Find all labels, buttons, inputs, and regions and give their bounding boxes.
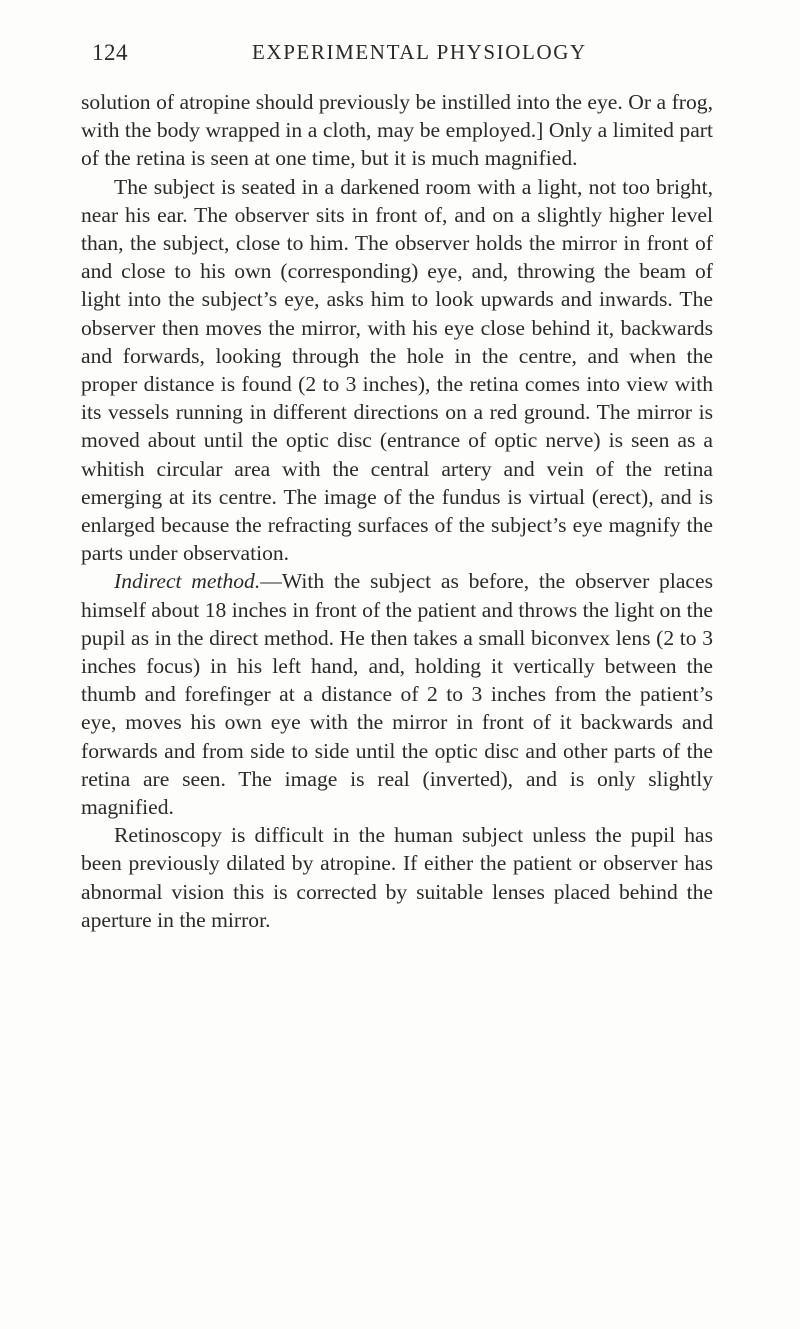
paragraph-indirect-method (81, 567, 713, 821)
body-text (81, 88, 713, 934)
indirect-method-heading: Indirect method. (114, 569, 261, 594)
paragraph-retinoscopy: Retinoscopy is difficult in the human subject unless the pupil has been previously dilated by atropine. If either the patient or observer has abnormal vision this is corrected by suitable lenses placed behind the aperture in the mirror. (81, 823, 713, 932)
page-number: 124 (92, 40, 128, 65)
running-head (92, 40, 714, 76)
running-title: EXPERIMENTAL PHYSIOLOGY (252, 40, 587, 64)
indirect-method-text: —With the subject as before, the observer places himself about 18 inches in front of the patient and throws the light on the pupil as in the direct method. He then takes a small biconvex lens (2 to 3 inches focus) in his left hand, and, holding it vertically between the thumb and forefinger at a distance of 2 to 3 inches from the patient’s eye, moves his own eye with the mirror in front of it backwards and forwards and from side to side until the optic disc and other parts of the retina are seen. The image is real (inverted), and is only slightly magnified. (81, 569, 713, 820)
paragraph-continuation: solution of atropine should previously be instilled into the eye. Or a frog, with the body wrapped in a cloth, may be employed.] Only a limited part of the retina is seen at one time, but it is much magnified. (81, 90, 713, 171)
paragraph-direct-method: The subject is seated in a darkened room with a light, not too bright, near his ear. The observer sits in front of, and on a slightly higher level than, the subject, close to him. The observer holds the mirror in front of and close to his own (corresponding) eye, and, throwing the beam of light into the subject’s eye, asks him to look upwards and inwards. The observer then moves the mirror, with his eye close behind it, backwards and forwards, looking through the hole in the centre, and when the proper distance is found (2 to 3 inches), the retina comes into view with its vessels running in different directions on a red ground. The mirror is moved about until the optic disc (entrance of optic nerve) is seen as a whitish circular area with the central artery and vein of the retina emerging at its centre. The image of the fundus is virtual (erect), and is enlarged because the refracting surfaces of the subject’s eye magnify the parts under observation. (81, 174, 713, 566)
